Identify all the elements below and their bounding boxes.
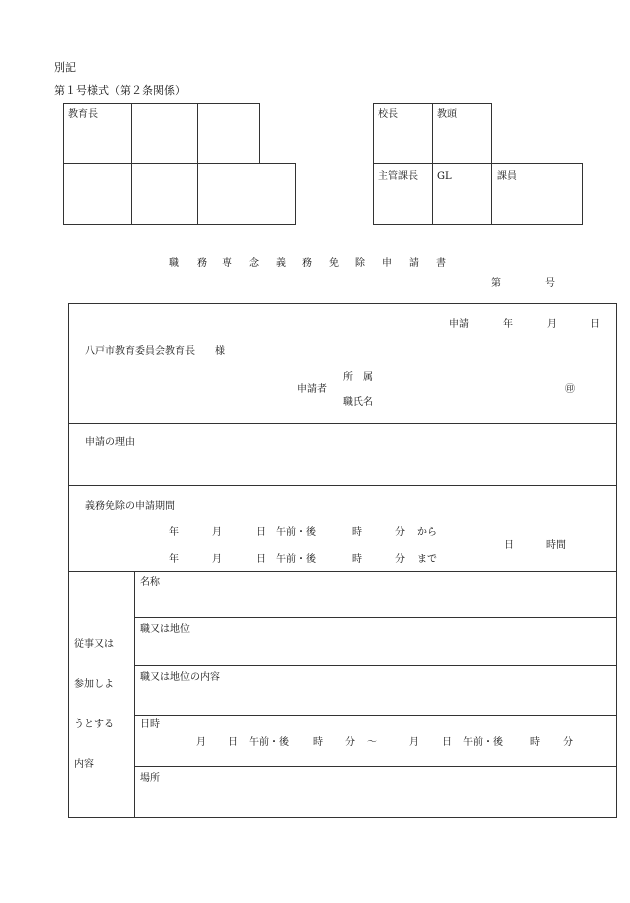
place-label: 場所 <box>140 773 160 784</box>
title-char: 書 <box>436 258 446 269</box>
number-go: 号 <box>545 278 555 289</box>
datetime-tilde: ～ <box>367 737 377 748</box>
shukan-kacho-label: 主管課長 <box>378 171 418 182</box>
datetime-hour: 時 <box>313 737 323 748</box>
period-month: 月 <box>212 527 222 538</box>
content-row-divider <box>134 617 617 618</box>
appendix-label: 別記 <box>54 61 76 74</box>
stamp-divider <box>491 163 492 225</box>
day-label: 日 <box>590 319 600 330</box>
datetime-day: 日 <box>442 737 452 748</box>
position-label: 職又は地位 <box>140 624 190 635</box>
period-hour: 時 <box>352 554 362 565</box>
period-ampm: 午前・後 <box>276 554 316 565</box>
datetime-day: 日 <box>228 737 238 748</box>
content-row-divider <box>134 715 617 716</box>
shokushimei-label: 職氏名 <box>343 397 373 408</box>
form-number-label: 第１号様式（第２条関係） <box>54 84 186 97</box>
form-divider <box>68 571 617 572</box>
datetime-month: 月 <box>196 737 206 748</box>
period-day: 日 <box>256 527 266 538</box>
name-label: 名称 <box>140 577 160 588</box>
datetime-label: 日時 <box>140 719 160 730</box>
content-column-divider <box>134 571 135 818</box>
content-side-label: うとする <box>74 719 114 730</box>
title-char: 除 <box>355 258 365 269</box>
title-char: 務 <box>302 258 312 269</box>
datetime-hour: 時 <box>530 737 540 748</box>
title-char: 請 <box>409 258 419 269</box>
number-dai: 第 <box>491 278 501 289</box>
title-char: 務 <box>197 258 207 269</box>
period-until: まで <box>417 554 437 565</box>
period-total-day: 日 <box>504 540 514 551</box>
datetime-ampm: 午前・後 <box>463 737 503 748</box>
datetime-month: 月 <box>409 737 419 748</box>
reason-label: 申請の理由 <box>85 437 135 448</box>
datetime-ampm: 午前・後 <box>249 737 289 748</box>
period-hour: 時 <box>352 527 362 538</box>
period-minute: 分 <box>395 554 405 565</box>
title-char: 専 <box>222 258 232 269</box>
title-char: 申 <box>382 258 392 269</box>
datetime-minute: 分 <box>563 737 573 748</box>
kain-label: 課員 <box>497 171 517 182</box>
period-year: 年 <box>169 527 179 538</box>
kocho-label: 校長 <box>378 109 398 120</box>
position-content-label: 職又は地位の内容 <box>140 672 220 683</box>
applicant-label: 申請者 <box>297 384 327 395</box>
period-from: から <box>417 527 437 538</box>
content-side-label: 従事又は <box>74 639 114 650</box>
content-row-divider <box>134 665 617 666</box>
content-side-label: 参加しよ <box>74 679 114 690</box>
seal-mark: ㊞ <box>565 384 575 395</box>
title-char: 念 <box>249 258 259 269</box>
title-char: 職 <box>169 258 179 269</box>
month-label: 月 <box>547 319 557 330</box>
year-label: 年 <box>503 319 513 330</box>
period-day: 日 <box>256 554 266 565</box>
content-row-divider <box>134 766 617 767</box>
title-char: 義 <box>276 258 286 269</box>
form-divider <box>68 423 617 424</box>
content-side-label: 内容 <box>74 759 94 770</box>
gl-label: GL <box>437 171 452 182</box>
shozoku-label: 所 属 <box>343 372 373 383</box>
shinsei-label: 申請 <box>449 319 469 330</box>
kyoto-label: 教頭 <box>437 109 457 120</box>
addressee: 八戸市教育委員会教育長 様 <box>85 346 225 357</box>
period-minute: 分 <box>395 527 405 538</box>
period-total-hours: 時間 <box>546 540 566 551</box>
form-divider <box>68 485 617 486</box>
stamp-row-bottom <box>63 163 296 225</box>
period-label: 義務免除の申請期間 <box>85 501 175 512</box>
period-ampm: 午前・後 <box>276 527 316 538</box>
period-year: 年 <box>169 554 179 565</box>
period-month: 月 <box>212 554 222 565</box>
kyoikucho-label: 教育長 <box>68 109 98 120</box>
datetime-minute: 分 <box>345 737 355 748</box>
title-char: 免 <box>329 258 339 269</box>
